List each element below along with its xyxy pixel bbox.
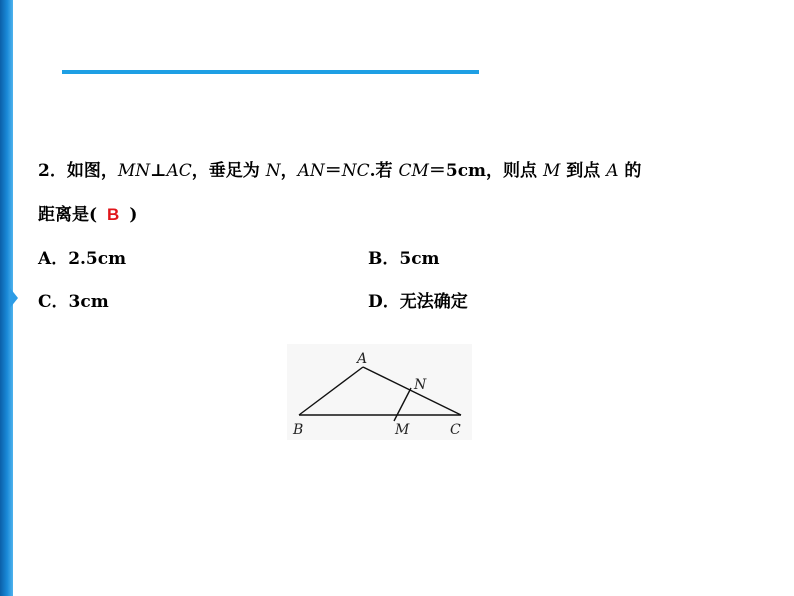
text-segment: .若 [369, 161, 399, 181]
text-segment: NC [341, 161, 370, 181]
text-segment: AN [297, 161, 325, 181]
question-line-1 [38, 159, 641, 183]
label-n: N [414, 377, 427, 393]
text-segment: N [265, 161, 281, 181]
title-underline [62, 70, 479, 74]
text-segment: A [606, 161, 619, 181]
text-segment: ) [129, 205, 138, 225]
text-segment: 到点 [560, 161, 607, 181]
geometry-figure [287, 344, 472, 440]
option-c: C．3cm [38, 292, 109, 312]
text-segment: ⊥ [150, 161, 167, 181]
label-c: C [450, 422, 461, 438]
text-segment: CM [398, 161, 429, 181]
figure-background [287, 344, 472, 440]
text-segment: AC [166, 161, 192, 181]
text-segment: ＝ [324, 161, 342, 181]
label-a: A [357, 351, 368, 367]
question-number: 2． [38, 161, 67, 181]
text-segment: 的 [618, 161, 642, 181]
text-segment: ， [280, 161, 298, 181]
answer-mark: B [107, 205, 120, 224]
text-segment: ，垂足为 [191, 161, 266, 181]
question-line-2 [38, 203, 137, 227]
side-notch-icon [10, 288, 18, 308]
text-segment: 如图， [66, 161, 118, 181]
text-segment: 距离是( [38, 205, 98, 225]
label-b: B [293, 422, 304, 438]
text-segment: M [542, 161, 561, 181]
option-b: B．5cm [368, 249, 440, 269]
option-d: D．无法确定 [368, 292, 468, 312]
text-segment: ＝5cm，则点 [428, 161, 543, 181]
label-m: M [395, 422, 410, 438]
text-segment: MN [117, 161, 151, 181]
option-a: A．2.5cm [38, 249, 127, 269]
